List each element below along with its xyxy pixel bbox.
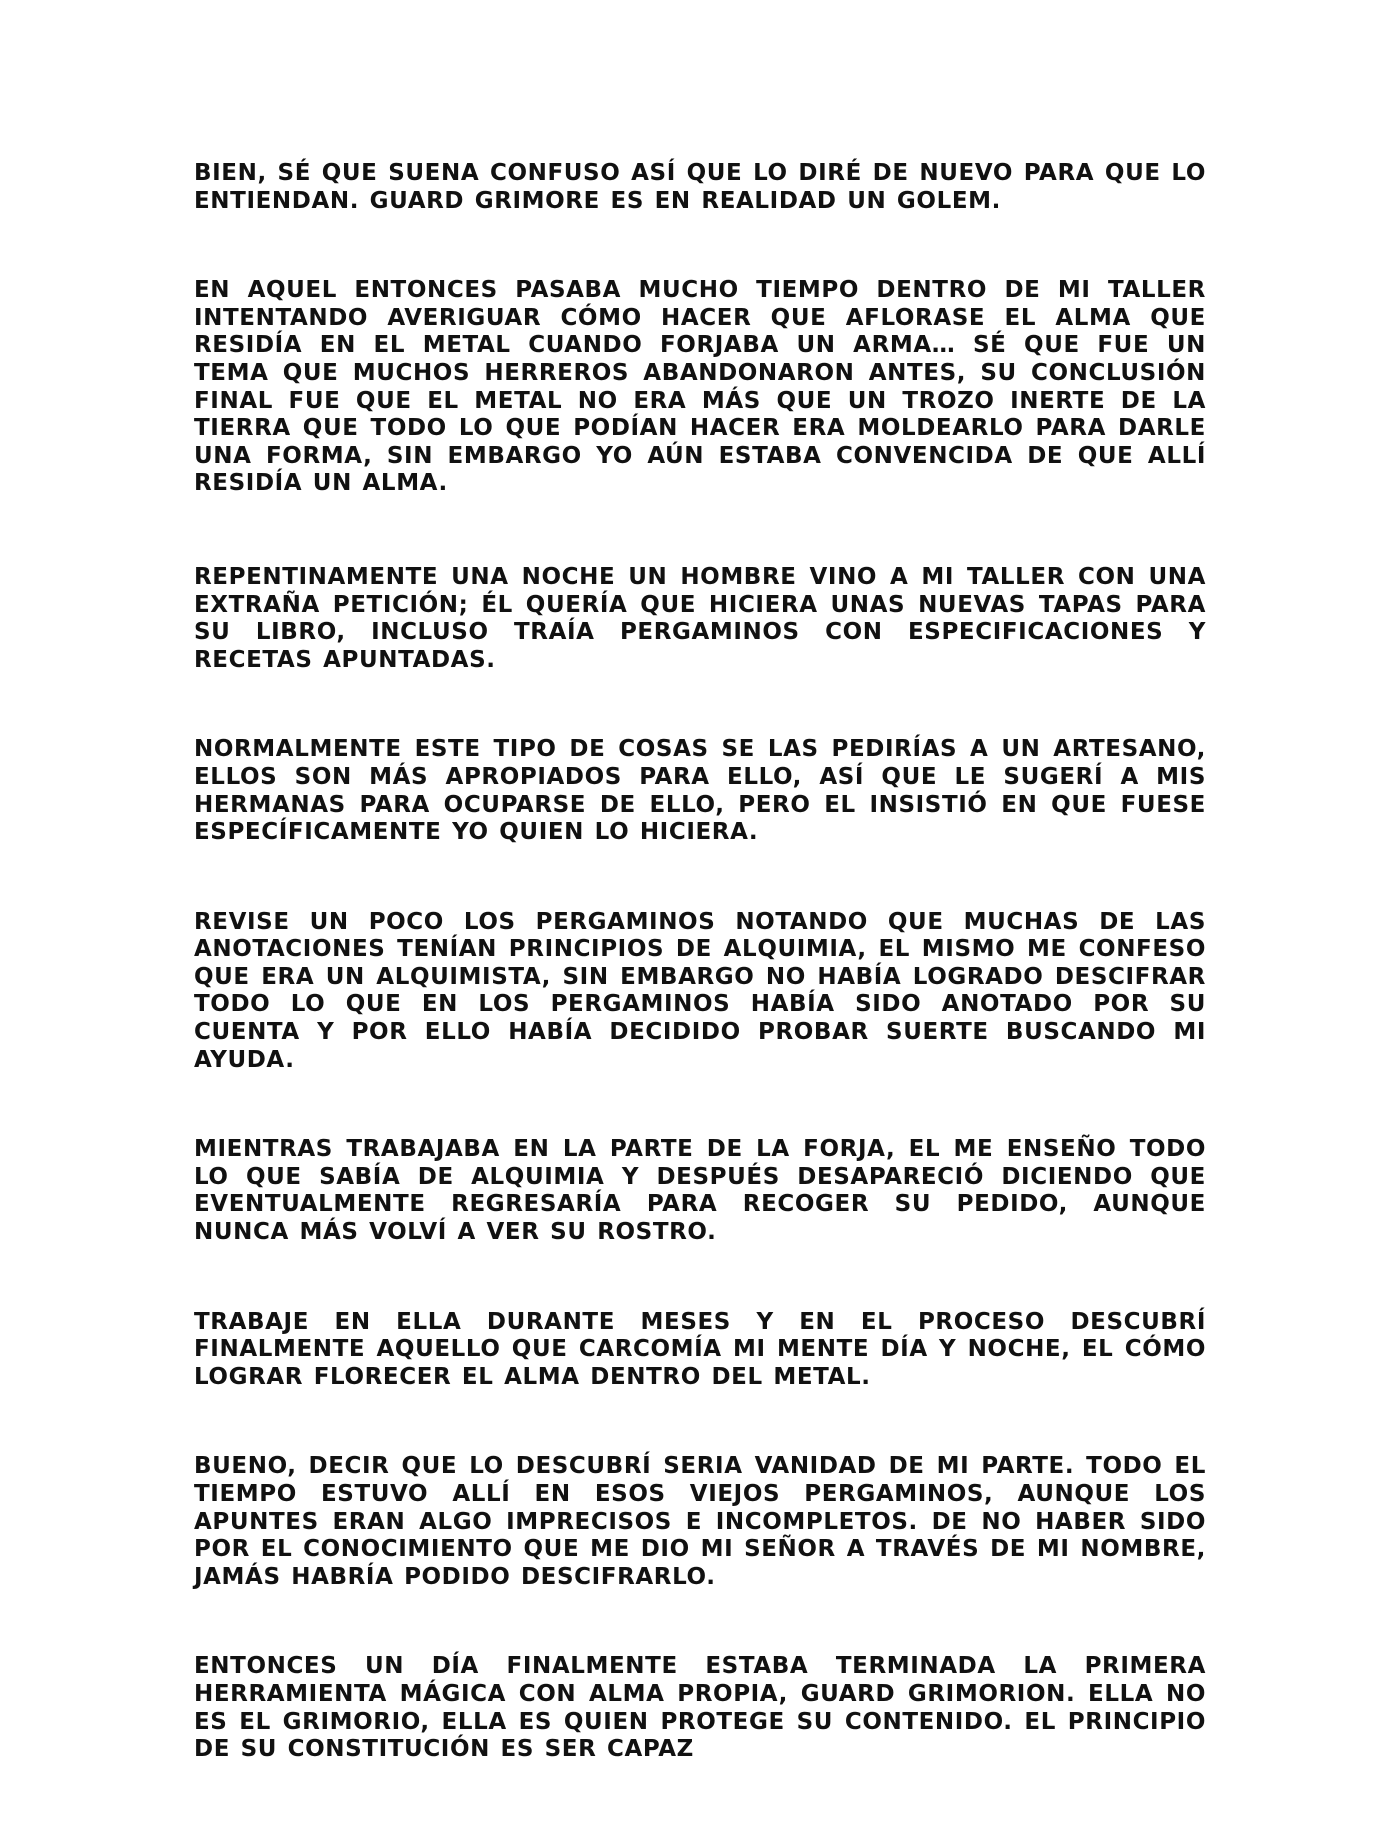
paragraph-3: REPENTINAMENTE UNA NOCHE UN HOMBRE VINO A MI TALLER CON UNA EXTRAÑA PETICIÓN; ÉL QUERÍA QUE HICIERA UNAS NUEVAS TAPAS PARA SU LIBRO, INCLUSO TRAÍA PERGAMINOS CON ESPECIFICACIONES Y RECETAS APUNTADAS. — [194, 563, 1206, 673]
paragraph-8: BUENO, DECIR QUE LO DESCUBRÍ SERIA VANIDAD DE MI PARTE. TODO EL TIEMPO ESTUVO ALLÍ EN ESOS VIEJOS PERGAMINOS, AUNQUE LOS APUNTES ERAN ALGO IMPRECISOS E INCOMPLETOS. DE NO HABER SIDO POR EL CONOCIMIENTO QUE ME DIO MI SEÑOR A TRAVÉS DE MI NOMBRE, JAMÁS HABRÍA PODIDO DESCIFRARLO. — [194, 1453, 1206, 1590]
paragraph-7: TRABAJE EN ELLA DURANTE MESES Y EN EL PROCESO DESCUBRÍ FINALMENTE AQUELLO QUE CARCOMÍA MI MENTE DÍA Y NOCHE, EL CÓMO LOGRAR FLORECER EL ALMA DENTRO DEL METAL. — [194, 1308, 1206, 1390]
paragraph-5: REVISE UN POCO LOS PERGAMINOS NOTANDO QUE MUCHAS DE LAS ANOTACIONES TENÍAN PRINCIPIOS DE ALQUIMIA, EL MISMO ME CONFESO QUE ERA UN ALQUIMISTA, SIN EMBARGO NO HABÍA LOGRADO DESCIFRAR TODO LO QUE EN LOS PERGAMINOS HABÍA SIDO ANOTADO POR SU CUENTA Y POR ELLO HABÍA DECIDIDO PROBAR SUERTE BUSCANDO MI AYUDA. — [194, 908, 1206, 1073]
text-column — [194, 160, 1206, 1826]
paragraph-9: ENTONCES UN DÍA FINALMENTE ESTABA TERMINADA LA PRIMERA HERRAMIENTA MÁGICA CON ALMA PROPIA, GUARD GRIMORION. ELLA NO ES EL GRIMORIO, ELLA ES QUIEN PROTEGE SU CONTENIDO. EL PRINCIPIO DE SU CONSTITUCIÓN ES SER CAPAZ — [194, 1653, 1206, 1763]
paragraph-4: NORMALMENTE ESTE TIPO DE COSAS SE LAS PEDIRÍAS A UN ARTESANO, ELLOS SON MÁS APROPIADOS PARA ELLO, ASÍ QUE LE SUGERÍ A MIS HERMANAS PARA OCUPARSE DE ELLO, PERO EL INSISTIÓ EN QUE FUESE ESPECÍFICAMENTE YO QUIEN LO HICIERA. — [194, 736, 1206, 846]
paragraph-6: MIENTRAS TRABAJABA EN LA PARTE DE LA FORJA, EL ME ENSEÑO TODO LO QUE SABÍA DE ALQUIMIA Y DESPUÉS DESAPARECIÓ DICIENDO QUE EVENTUALMENTE REGRESARÍA PARA RECOGER SU PEDIDO, AUNQUE NUNCA MÁS VOLVÍ A VER SU ROSTRO. — [194, 1136, 1206, 1246]
paragraph-2: EN AQUEL ENTONCES PASABA MUCHO TIEMPO DENTRO DE MI TALLER INTENTANDO AVERIGUAR CÓMO HACER QUE AFLORASE EL ALMA QUE RESIDÍA EN EL METAL CUANDO FORJABA UN ARMA… SÉ QUE FUE UN TEMA QUE MUCHOS HERREROS ABANDONARON ANTES, SU CONCLUSIÓN FINAL FUE QUE EL METAL NO ERA MÁS QUE UN TROZO INERTE DE LA TIERRA QUE TODO LO QUE PODÍAN HACER ERA MOLDEARLO PARA DARLE UNA FORMA, SIN EMBARGO YO AÚN ESTABA CONVENCIDA DE QUE ALLÍ RESIDÍA UN ALMA. — [194, 277, 1206, 497]
paragraph-1: BIEN, SÉ QUE SUENA CONFUSO ASÍ QUE LO DIRÉ DE NUEVO PARA QUE LO ENTIENDAN. GUARD GRIMORE ES EN REALIDAD UN GOLEM. — [194, 160, 1206, 214]
